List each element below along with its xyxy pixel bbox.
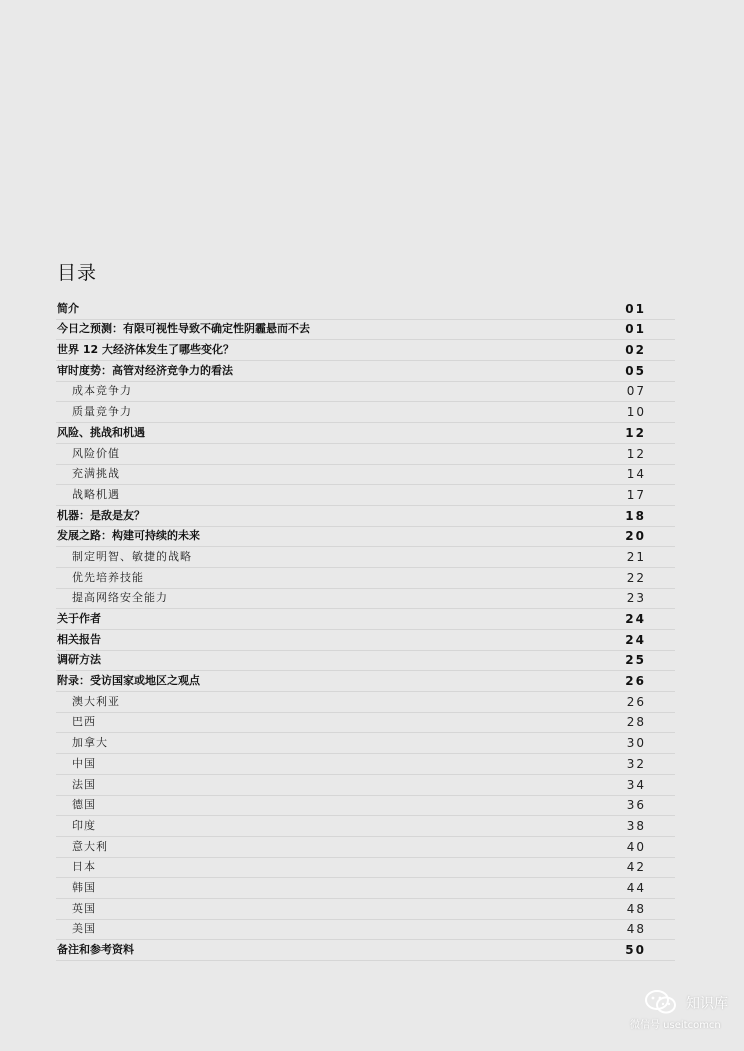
toc-entry-label: 今日之预测：有限可视性导致不确定性阴霾悬而不去 <box>57 322 310 336</box>
toc-entry-page: 40 <box>626 839 646 854</box>
toc-entry[interactable] <box>56 340 675 361</box>
toc-subentry[interactable] <box>56 775 675 796</box>
toc-entry-label: 英国 <box>72 901 96 915</box>
toc-entry-label: 日本 <box>72 860 96 874</box>
toc-entry-page: 21 <box>626 549 646 564</box>
toc-entry-page: 14 <box>626 467 646 482</box>
toc-entry-page: 02 <box>625 343 646 358</box>
toc-entry-page: 01 <box>625 322 646 337</box>
toc-entry-page: 12 <box>625 425 646 440</box>
table-of-contents <box>56 299 675 961</box>
toc-entry-page: 07 <box>626 384 646 399</box>
toc-entry[interactable] <box>56 320 675 341</box>
toc-entry-page: 42 <box>626 860 646 875</box>
toc-entry-page: 18 <box>625 508 646 523</box>
toc-entry-page: 24 <box>625 612 646 626</box>
toc-entry-label: 韩国 <box>72 880 96 894</box>
toc-subentry[interactable] <box>56 816 675 837</box>
toc-subentry[interactable] <box>56 713 675 734</box>
toc-entry[interactable] <box>56 671 675 692</box>
toc-entry-page: 17 <box>626 487 646 502</box>
toc-entry-page: 34 <box>626 777 646 792</box>
toc-entry-label: 风险、挑战和机遇 <box>57 425 145 439</box>
toc-entry-label: 巴西 <box>72 715 96 729</box>
toc-entry-label: 美国 <box>72 922 96 936</box>
toc-entry[interactable] <box>56 940 675 961</box>
toc-subentry[interactable] <box>56 837 675 858</box>
toc-subentry[interactable] <box>56 465 675 486</box>
toc-entry-label: 德国 <box>72 798 96 812</box>
toc-entry-page: 48 <box>626 922 646 937</box>
toc-entry-label: 提高网络安全能力 <box>72 591 168 605</box>
toc-subentry[interactable] <box>56 589 675 610</box>
toc-subentry[interactable] <box>56 382 675 403</box>
toc-entry-label: 相关报告 <box>57 632 101 646</box>
toc-entry-label: 法国 <box>72 777 96 791</box>
toc-subentry[interactable] <box>56 754 675 775</box>
toc-subentry[interactable] <box>56 796 675 817</box>
toc-entry-page: 23 <box>626 591 646 606</box>
toc-subentry[interactable] <box>56 444 675 465</box>
toc-entry-label: 印度 <box>72 818 96 832</box>
toc-entry-page: 12 <box>626 446 646 461</box>
toc-entry-page: 22 <box>626 570 646 585</box>
toc-entry-label: 中国 <box>72 756 96 770</box>
toc-entry-label: 世界 12 大经济体发生了哪些变化？ <box>57 343 234 357</box>
toc-subentry[interactable] <box>56 733 675 754</box>
toc-subentry[interactable] <box>56 547 675 568</box>
toc-subentry[interactable] <box>56 402 675 423</box>
toc-entry[interactable] <box>56 651 675 672</box>
toc-subentry[interactable] <box>56 878 675 899</box>
toc-subentry[interactable] <box>56 899 675 920</box>
toc-entry-page: 20 <box>625 529 646 544</box>
toc-entry-label: 调研方法 <box>57 653 101 667</box>
toc-entry-page: 36 <box>626 798 646 813</box>
toc-entry-label: 加拿大 <box>72 736 108 750</box>
toc-subentry[interactable] <box>56 485 675 506</box>
toc-subentry[interactable] <box>56 858 675 879</box>
toc-entry-page: 25 <box>625 653 646 668</box>
toc-entry-page: 50 <box>625 943 646 957</box>
toc-entry-label: 制定明智、敏捷的战略 <box>72 549 192 563</box>
toc-entry-page: 44 <box>626 880 646 895</box>
toc-entry-label: 审时度势：高管对经济竞争力的看法 <box>57 363 233 377</box>
toc-entry-page: 26 <box>626 694 646 709</box>
toc-entry-label: 机器：是敌是友？ <box>57 508 145 522</box>
toc-entry[interactable] <box>56 299 675 320</box>
wechat-icon <box>644 989 678 1015</box>
toc-subentry[interactable] <box>56 692 675 713</box>
toc-entry-label: 备注和参考资料 <box>57 943 134 956</box>
toc-entry-page: 24 <box>625 632 646 647</box>
toc-entry-label: 优先培养技能 <box>72 570 144 584</box>
toc-entry-page: 32 <box>626 756 646 771</box>
toc-subentry[interactable] <box>56 568 675 589</box>
toc-entry-page: 01 <box>625 301 646 316</box>
toc-subentry[interactable] <box>56 920 675 941</box>
toc-entry-label: 简介 <box>57 301 79 315</box>
toc-entry[interactable] <box>56 423 675 444</box>
toc-entry-label: 成本竞争力 <box>72 384 132 398</box>
toc-entry[interactable] <box>56 506 675 527</box>
toc-entry-label: 发展之路：构建可持续的未来 <box>57 529 200 543</box>
toc-entry[interactable] <box>56 630 675 651</box>
toc-entry-page: 38 <box>626 818 646 833</box>
toc-entry-label: 风险价值 <box>72 446 120 460</box>
toc-entry[interactable] <box>56 609 675 630</box>
toc-entry-label: 意大利 <box>72 839 108 853</box>
toc-entry-page: 28 <box>626 715 646 730</box>
toc-entry-label: 关于作者 <box>57 612 101 625</box>
page-title: 目录 <box>57 262 98 284</box>
toc-entry-page: 26 <box>625 674 646 689</box>
toc-entry-page: 10 <box>626 405 646 420</box>
toc-entry-label: 充满挑战 <box>72 467 120 481</box>
toc-entry-label: 质量竞争力 <box>72 405 132 419</box>
watermark-name: 知识库 <box>686 996 728 1012</box>
toc-entry-label: 附录：受访国家或地区之观点 <box>57 674 200 688</box>
toc-entry-label: 战略机遇 <box>72 487 120 501</box>
watermark-account: 微信号 useitcomcn <box>630 1020 721 1031</box>
toc-entry[interactable] <box>56 527 675 548</box>
toc-entry-label: 澳大利亚 <box>72 694 120 708</box>
toc-entry-page: 30 <box>626 736 646 751</box>
toc-entry[interactable] <box>56 361 675 382</box>
toc-entry-page: 05 <box>625 363 646 378</box>
toc-entry-page: 48 <box>626 901 646 916</box>
watermark <box>628 987 740 1031</box>
